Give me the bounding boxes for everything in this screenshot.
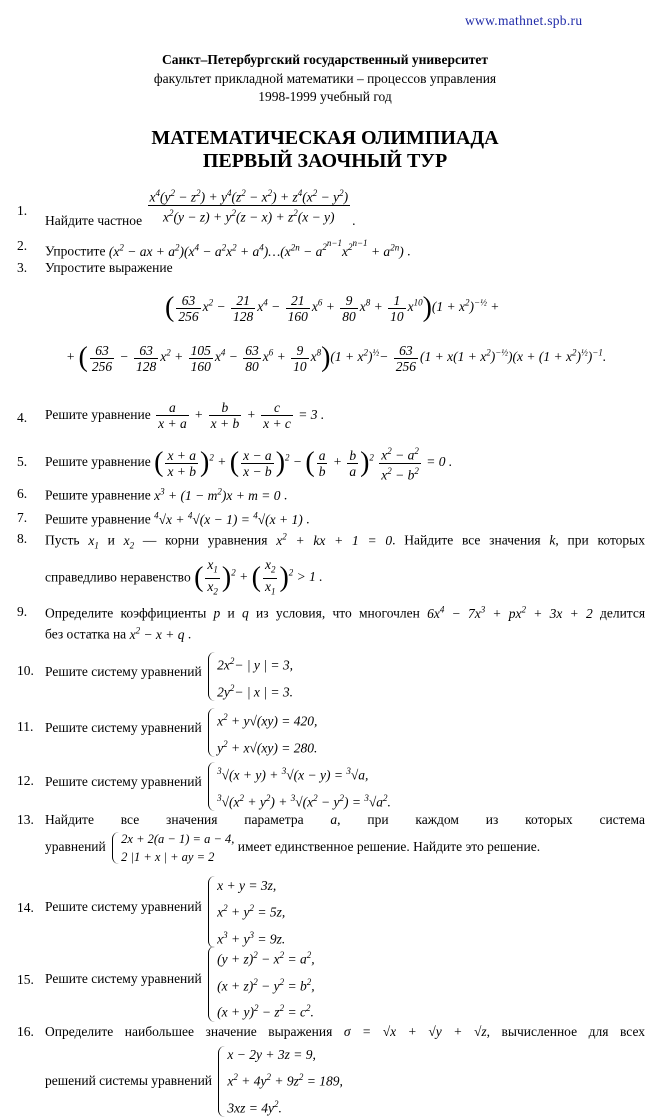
problem-number: 7. (17, 510, 28, 525)
problem-text: , при которых (555, 532, 645, 548)
problem-text: Найдите все значения параметра (45, 812, 304, 827)
formula: $\frac{a}{x + a}$ + $\frac{b}{x + b}$ + $\frac{c}{x + c}$ = 3 . (158, 400, 325, 431)
problem-text: Пусть (45, 532, 80, 548)
problem-text: без остатка на (45, 626, 127, 642)
problem-number: 3. (17, 260, 28, 275)
problem-text: — корни уравнения (142, 532, 268, 548)
problem-number: 4. (17, 410, 28, 425)
problem-number: 8. (17, 531, 28, 546)
problem-11 (17, 706, 645, 755)
problem-text: делится (599, 605, 646, 621)
equation-system: $(y + z)^2 - x^2 = a^2$, $(x + z)^2 - y^2 = b^2$, $(x + y)^2 - z^2 = c^2$. (205, 944, 314, 1024)
problem-text: Решите систему уравнений (45, 773, 202, 789)
problem-number: 13. (17, 812, 34, 827)
problem-number: 2. (17, 238, 28, 253)
problem-text: Решите систему уравнений (45, 899, 202, 915)
problem-text: Найдите частное (45, 213, 143, 229)
academic-year: 1998-1999 учебный год (258, 89, 392, 104)
problem-10 (17, 650, 645, 699)
problem-text: решений системы уравнений (45, 1072, 213, 1088)
problem-number: 5. (17, 454, 28, 469)
problem-text: и (107, 532, 115, 548)
round-title: ПЕРВЫЙ ЗАОЧНЫЙ ТУР (202, 150, 448, 172)
problem-number: 6. (17, 486, 28, 501)
problem-number: 10. (17, 663, 34, 678)
formula: $x^3 + (1 - m^2)x + m = 0$ (154, 486, 281, 503)
problem-text: справедливо неравенство (45, 569, 191, 585)
formula-3-line1: ( $\frac{63}{256}$ $x^2$ − $\frac{21}{128}$ $x^4$ − $\frac{21}{160}$ $x^6$ + $\frac{9}{80}$ $x^8$ + $\frac{1}{10}$ $x^{10})(1 + x^2)^{-\frac{1}{2}}$ + (165, 292, 500, 324)
formula: $^4$√x + $^4$√(x − 1) = $^4$√(x + 1) (154, 510, 303, 527)
problem-number: 1. (17, 203, 28, 218)
equation-system: $^3$√(x + y) + $^3$√(x − y) = $^3$√a, $^3√(x^2 + y^2) + ^3√(x^2 - y^2) = ^3√a^2$. (205, 760, 391, 813)
problem-text: Определите наибольшее значение выражения (45, 1024, 333, 1039)
equation-system: x + y = 3z, $x^2 + y^2 = 5z$, $x^3 + y^3 = 9z$. (205, 874, 285, 950)
problem-text: Решите уравнение (45, 454, 151, 470)
problem-text: . Найдите все значения (392, 532, 541, 548)
problem-text: Определите коэффициенты (45, 605, 207, 621)
problem-text: , вычисленное для всех (486, 1024, 646, 1039)
problem-1: 1. Найдите частное $\frac{x^4(y^2 - z^2) + y^4(z^2 - x^2) + z^4(x^2 - y^2)}{x^2(y - z) + y^2(z - x) + z^2(x - y)}$ . (17, 188, 356, 229)
problem-text: Решите уравнение (45, 511, 151, 527)
equation-system: 2x + 2(a − 1) = a − 4, 2 |1 + x | + ay = 2 (109, 830, 234, 866)
equation-system: x − 2y + 3z = 9, $x^2 + 4y^2 + 9z^2 = 189$, $3xz = 4y^2$. (215, 1044, 342, 1119)
problem-text: из условия, что многочлен (256, 605, 420, 621)
problem-text: Решите уравнение (45, 406, 151, 422)
problem-number: 9. (17, 604, 28, 619)
formula: ( $\frac{x_1}{x_2}$ )$^2$ + ( $\frac{x_2}{x_1}$ )$^2$ > 1 . (194, 569, 323, 584)
university-name: Санкт–Петербургский государственный университет (161, 52, 488, 67)
problem-12 (17, 760, 645, 809)
problem-text: уравнений (45, 839, 106, 855)
problem-15 (17, 944, 645, 1020)
site-url-link[interactable]: www.mathnet.spb.ru (465, 13, 583, 28)
problem-text: Решите систему уравнений (45, 719, 202, 735)
problem-text: Упростите (45, 243, 106, 259)
olympiad-title: МАТЕМАТИЧЕСКАЯ ОЛИМПИАДА (151, 127, 499, 149)
equation-system: $2x^2-$ | y | = 3, $2y^2-$ | x | = 3. (205, 650, 293, 703)
problem-14 (17, 874, 645, 944)
problem-text: Упростите выражение (45, 260, 173, 275)
formula: ($x^2$ − ax + $a^2)(x^4 - a^2x^2$ + $a^4)\dots(x^{2n} - a^{2^{n-1}}x^{2^{n-1}} + a^{2n})$ (108, 238, 404, 259)
problem-text: , при каждом из которых система (337, 812, 645, 827)
problem-text: и (227, 605, 235, 621)
problem-number: 14. (17, 900, 34, 915)
problem-number: 15. (17, 972, 34, 987)
problem-text: Решите систему уравнений (45, 970, 202, 986)
faculty-name: факультет прикладной математики – процессов управления (153, 71, 497, 86)
formula-3-line2: + ( $\frac{63}{256}$ − $\frac{63}{128}$ $x^2$ + $\frac{105}{160}$ $x^4$ − $\frac{63}{80}$ $x^6$ + $\frac{9}{10}$ $x^8)(1 + x^2)^{\frac{1}{2}}-$ $\frac{63}{256}$ $(1 + x(1 + x^2)^{-\frac{1}{2}})(x + (1 + x^2)^{\frac{1}{2}})^{-1}$. (66, 342, 607, 374)
equation-system: $x^2 + y√(xy) = 420$, $y^2 + x√(xy) = 280$. (205, 706, 317, 759)
problem-text: имеет единственное решение. Найдите это решение. (237, 839, 541, 855)
problem-text: Решите уравнение (45, 487, 151, 503)
problem-number: 12. (17, 773, 34, 788)
problem-number: 11. (17, 719, 34, 734)
problem-number: 16. (17, 1024, 34, 1039)
problem-text: Решите систему уравнений (45, 663, 202, 679)
formula: ( $\frac{x + a}{x + b}$ )$^2$ + ( $\frac{x - a}{x - b}$ )$^2$ − ( $\frac{a}{b}$ + $\frac{b}{a}$ )$^2$ $\frac{x^2 - a^2}{x^2 - b^2}$ = 0 . (154, 446, 453, 482)
formula: $\frac{x^4(y^2 - z^2) + y^4(z^2 - x^2) + z^4(x^2 - y^2)}{x^2(y - z) + y^2(z - x) + z^2(x - y)}$ (149, 188, 349, 224)
